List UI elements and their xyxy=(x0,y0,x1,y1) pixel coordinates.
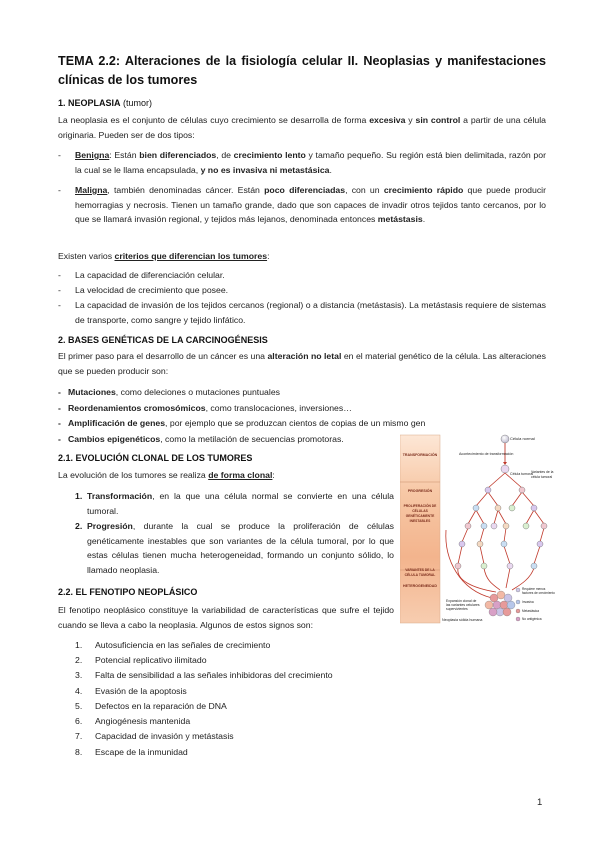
list-bullet: - xyxy=(58,403,61,413)
section-heading-fenotipo: 2.2. EL FENOTIPO NEOPLÁSICO xyxy=(58,587,198,597)
list-item-alteracion: Amplificación de genes, por ejemplo que se produzcan cientos de copias de un mismo gen xyxy=(68,418,426,428)
page-title: TEMA 2.2: Alteraciones de la fisiología celular II. Neoplasias y manifestaciones clínicas de los tumores xyxy=(58,54,546,87)
stage-bar xyxy=(400,435,440,623)
list-item-alteracion: Reordenamientos cromosómicos, como translocaciones, inversiones… xyxy=(68,403,352,413)
list-bullet: - xyxy=(58,185,61,195)
list-item-alteracion: Mutaciones, como deleciones o mutaciones puntuales xyxy=(68,387,280,397)
list-bullet: - xyxy=(58,387,61,397)
list-bullet: - xyxy=(58,300,61,310)
section-heading-evolucion: 2.1. EVOLUCIÓN CLONAL DE LOS TUMORES xyxy=(58,453,253,463)
paragraph-criterios: Existen varios criterios que diferencian los tumores: xyxy=(58,251,270,261)
stage-label: GENÉTICAMENTE xyxy=(405,514,435,518)
legend-label: Metastásica xyxy=(522,609,540,613)
page-number: 1 xyxy=(537,797,543,808)
figure-label: Variantes de la xyxy=(531,470,554,474)
list-item-signo: Escape de la inmunidad xyxy=(95,747,188,757)
legend-label: factores de crecimiento xyxy=(522,591,555,595)
section-heading-neoplasia: 1. NEOPLASIA (tumor) xyxy=(58,98,153,108)
stage-label: PROLIFERACIÓN DE xyxy=(403,504,437,508)
stage-label: CÉLULAS xyxy=(412,509,428,513)
list-number: 2. xyxy=(75,521,83,531)
stage-label: TRANSFORMACIÓN xyxy=(402,453,438,457)
legend-label: No antigénica xyxy=(522,617,542,621)
list-item-benigna: Benigna: Están bien diferenciados, de crecimiento lento y tamaño pequeño. Su región está bien delimitada, razón por la cual se le llama encapsulada, y no es invasiva ni metastásica. xyxy=(75,150,546,175)
list-number: 4. xyxy=(75,686,83,696)
list-number: 1. xyxy=(75,640,83,650)
list-item-alteracion: Cambios epigenéticos, como la metilación de secuencias promotoras. xyxy=(68,434,344,444)
list-bullet: - xyxy=(58,285,61,295)
list-item-criterio: La velocidad de crecimiento que posee. xyxy=(75,285,229,295)
list-item-criterio: La capacidad de invasión de los tejidos cercanos (regional) o a distancia (metástasis). La metástasis requiere de sistemas de transporte, como sangre y tejido linfático. xyxy=(75,300,546,325)
clonal-evolution-figure xyxy=(400,430,566,624)
stage-label: INESTABLES xyxy=(409,519,431,523)
stage-label: CÉLULA TUMORAL xyxy=(404,573,436,577)
legend-label: Requiere menos xyxy=(522,587,546,591)
list-number: 8. xyxy=(75,747,83,757)
normal-cell xyxy=(501,435,509,443)
list-number: 1. xyxy=(75,491,83,501)
list-bullet: - xyxy=(58,418,61,428)
section-heading-bases: 2. BASES GENÉTICAS DE LA CARCINOGÉNESIS xyxy=(58,335,268,345)
stage-label: VARIANTES DE LA xyxy=(405,568,435,572)
list-number: 2. xyxy=(75,655,83,665)
legend-label: Invasiva xyxy=(522,600,534,604)
list-bullet: - xyxy=(58,434,61,444)
list-item-signo: Falta de sensibilidad a las señales inhibidoras del crecimiento xyxy=(95,670,333,680)
stage-label: HETEROGENEIDAD xyxy=(403,584,437,588)
list-item-criterio: La capacidad de diferenciación celular. xyxy=(75,270,225,280)
list-item-signo: Capacidad de invasión y metástasis xyxy=(95,731,234,741)
paragraph-definition: La neoplasia es el conjunto de células cuyo crecimiento se desarrolla de forma excesiva y sin control a partir de una célula originaria. Pueden ser de dos tipos: xyxy=(58,115,547,140)
paragraph-fenotipo: El fenotipo neoplásico constituye la variabilidad de características que sufre el tejido cuando se lleva a cabo la neoplasia. Algunos de estos signos son: xyxy=(58,605,394,630)
list-item-transformacion: Transformación, en la que una célula normal se convierte en una célula tumoral. xyxy=(87,491,394,516)
figure-label: Neoplasia sólida humana xyxy=(442,618,483,622)
list-item-signo: Angiogénesis mantenida xyxy=(95,716,191,726)
list-item-progresion: Progresión, durante la cual se produce la proliferación de células genéticamente inestables que son variantes de la célula tumoral, por lo que estas células tienen mucha heterogeneidad, formando un conjunto sólido, lo llamado neoplasia. xyxy=(87,521,394,575)
list-bullet: - xyxy=(58,270,61,280)
figure-label: Célula tumoral xyxy=(510,472,534,476)
list-item-signo: Evasión de la apoptosis xyxy=(95,686,187,696)
figure-label: célula tumoral xyxy=(531,475,553,479)
list-number: 3. xyxy=(75,670,83,680)
list-number: 6. xyxy=(75,716,83,726)
list-item-maligna: Maligna, también denominadas cáncer. Están poco diferenciadas, con un crecimiento rápido que puede producir hemorragias y necrosis. Tienen un tamaño grande, dado que son capaces de invadir otros tejidos tanto cercanos, por lo que se llamará invasión regional, y tejidos más lejanos, denominada entonces metástasis. xyxy=(75,185,547,225)
figure-label: Expansión clonal de xyxy=(446,599,477,603)
list-number: 7. xyxy=(75,731,83,741)
figure-label: las variantes celulares xyxy=(446,603,480,607)
list-bullet: - xyxy=(58,150,61,160)
list-item-signo: Potencial replicativo ilimitado xyxy=(95,655,207,665)
paragraph-primer-paso: El primer paso para el desarrollo de un cáncer es una alteración no letal en el material genético de la célula. Las alteraciones que se pueden producir son: xyxy=(58,351,546,376)
list-item-signo: Autosuficiencia en las señales de crecimiento xyxy=(95,640,271,650)
list-item-signo: Defectos en la reparación de DNA xyxy=(95,701,227,711)
figure-label: supervivientes xyxy=(446,607,468,611)
tumor-cell xyxy=(501,465,509,473)
paragraph-evolucion: La evolución de los tumores se realiza de forma clonal: xyxy=(58,470,275,480)
stage-label: PROGRESIÓN xyxy=(407,489,433,493)
figure-label: Célula normal xyxy=(510,436,535,441)
list-number: 5. xyxy=(75,701,83,711)
figure-label: Acontecimiento de transformación xyxy=(459,452,514,456)
